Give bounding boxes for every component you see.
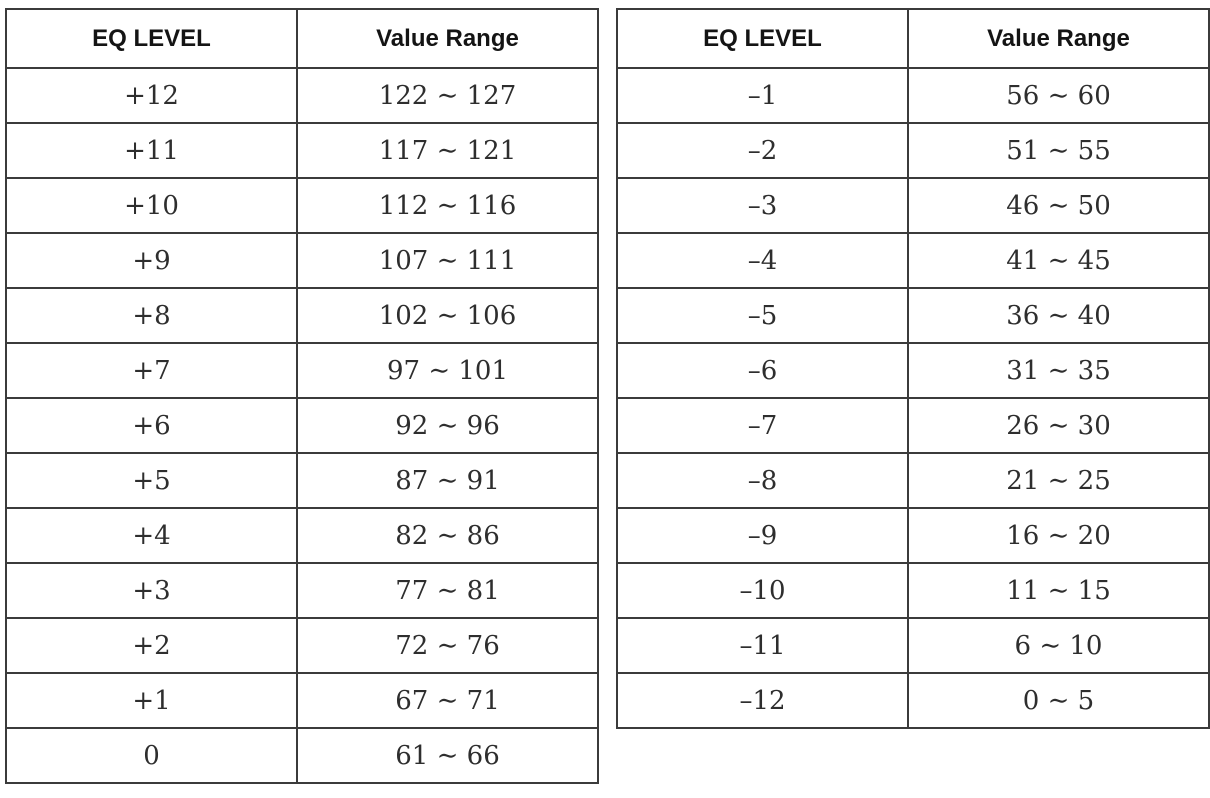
eq-level-cell: –5	[617, 288, 908, 343]
eq-level-cell: –11	[617, 618, 908, 673]
eq-level-cell: 0	[6, 728, 297, 783]
eq-level-table-negative	[616, 8, 1210, 729]
value-range-column-header: Value Range	[297, 9, 598, 68]
table-row	[617, 453, 1209, 508]
eq-level-cell: +5	[6, 453, 297, 508]
eq-level-cell: –8	[617, 453, 908, 508]
table-body	[617, 68, 1209, 728]
value-range-cell: 92 ∼ 96	[297, 398, 598, 453]
value-range-cell: 72 ∼ 76	[297, 618, 598, 673]
eq-level-cell: +10	[6, 178, 297, 233]
value-range-cell: 112 ∼ 116	[297, 178, 598, 233]
value-range-cell: 31 ∼ 35	[908, 343, 1209, 398]
table-row	[6, 123, 598, 178]
value-range-cell: 0 ∼ 5	[908, 673, 1209, 728]
table-row	[6, 398, 598, 453]
value-range-cell: 107 ∼ 111	[297, 233, 598, 288]
value-range-cell: 77 ∼ 81	[297, 563, 598, 618]
eq-level-cell: +11	[6, 123, 297, 178]
eq-level-cell: –6	[617, 343, 908, 398]
value-range-cell: 26 ∼ 30	[908, 398, 1209, 453]
eq-level-table-positive	[5, 8, 599, 784]
table-header	[6, 9, 598, 68]
table-row	[617, 68, 1209, 123]
eq-level-cell: –3	[617, 178, 908, 233]
table-row	[617, 178, 1209, 233]
value-range-cell: 51 ∼ 55	[908, 123, 1209, 178]
eq-level-cell: +7	[6, 343, 297, 398]
eq-level-cell: +4	[6, 508, 297, 563]
eq-level-cell: –9	[617, 508, 908, 563]
value-range-cell: 117 ∼ 121	[297, 123, 598, 178]
table-row	[6, 618, 598, 673]
value-range-cell: 87 ∼ 91	[297, 453, 598, 508]
eq-level-cell: –12	[617, 673, 908, 728]
value-range-column-header: Value Range	[908, 9, 1209, 68]
value-range-cell: 82 ∼ 86	[297, 508, 598, 563]
table-row	[6, 728, 598, 783]
eq-level-cell: +3	[6, 563, 297, 618]
table-row	[6, 343, 598, 398]
table-row	[6, 508, 598, 563]
eq-level-cell: –4	[617, 233, 908, 288]
table-row	[6, 288, 598, 343]
value-range-cell: 67 ∼ 71	[297, 673, 598, 728]
eq-level-cell: +2	[6, 618, 297, 673]
eq-level-cell: –2	[617, 123, 908, 178]
table-row	[6, 563, 598, 618]
value-range-cell: 46 ∼ 50	[908, 178, 1209, 233]
table-row	[617, 288, 1209, 343]
table-row	[617, 233, 1209, 288]
value-range-cell: 36 ∼ 40	[908, 288, 1209, 343]
header-row	[617, 9, 1209, 68]
eq-level-cell: –10	[617, 563, 908, 618]
value-range-cell: 21 ∼ 25	[908, 453, 1209, 508]
eq-level-column-header: EQ LEVEL	[6, 9, 297, 68]
table-row	[617, 673, 1209, 728]
table-row	[617, 343, 1209, 398]
table-row	[617, 398, 1209, 453]
table-row	[6, 233, 598, 288]
value-range-cell: 11 ∼ 15	[908, 563, 1209, 618]
table-row	[617, 123, 1209, 178]
table-header	[617, 9, 1209, 68]
value-range-cell: 56 ∼ 60	[908, 68, 1209, 123]
eq-level-cell: +9	[6, 233, 297, 288]
value-range-cell: 122 ∼ 127	[297, 68, 598, 123]
table-row	[617, 618, 1209, 673]
value-range-cell: 16 ∼ 20	[908, 508, 1209, 563]
table-row	[6, 68, 598, 123]
table-row	[6, 673, 598, 728]
eq-level-cell: +6	[6, 398, 297, 453]
value-range-cell: 41 ∼ 45	[908, 233, 1209, 288]
table-body	[6, 68, 598, 783]
table-row	[6, 178, 598, 233]
eq-level-cell: +12	[6, 68, 297, 123]
value-range-cell: 97 ∼ 101	[297, 343, 598, 398]
table-row	[617, 508, 1209, 563]
header-row	[6, 9, 598, 68]
table-row	[617, 563, 1209, 618]
value-range-cell: 6 ∼ 10	[908, 618, 1209, 673]
eq-level-cell: +8	[6, 288, 297, 343]
value-range-cell: 102 ∼ 106	[297, 288, 598, 343]
eq-level-column-header: EQ LEVEL	[617, 9, 908, 68]
value-range-cell: 61 ∼ 66	[297, 728, 598, 783]
eq-level-cell: –1	[617, 68, 908, 123]
eq-level-cell: +1	[6, 673, 297, 728]
table-row	[6, 453, 598, 508]
eq-level-cell: –7	[617, 398, 908, 453]
